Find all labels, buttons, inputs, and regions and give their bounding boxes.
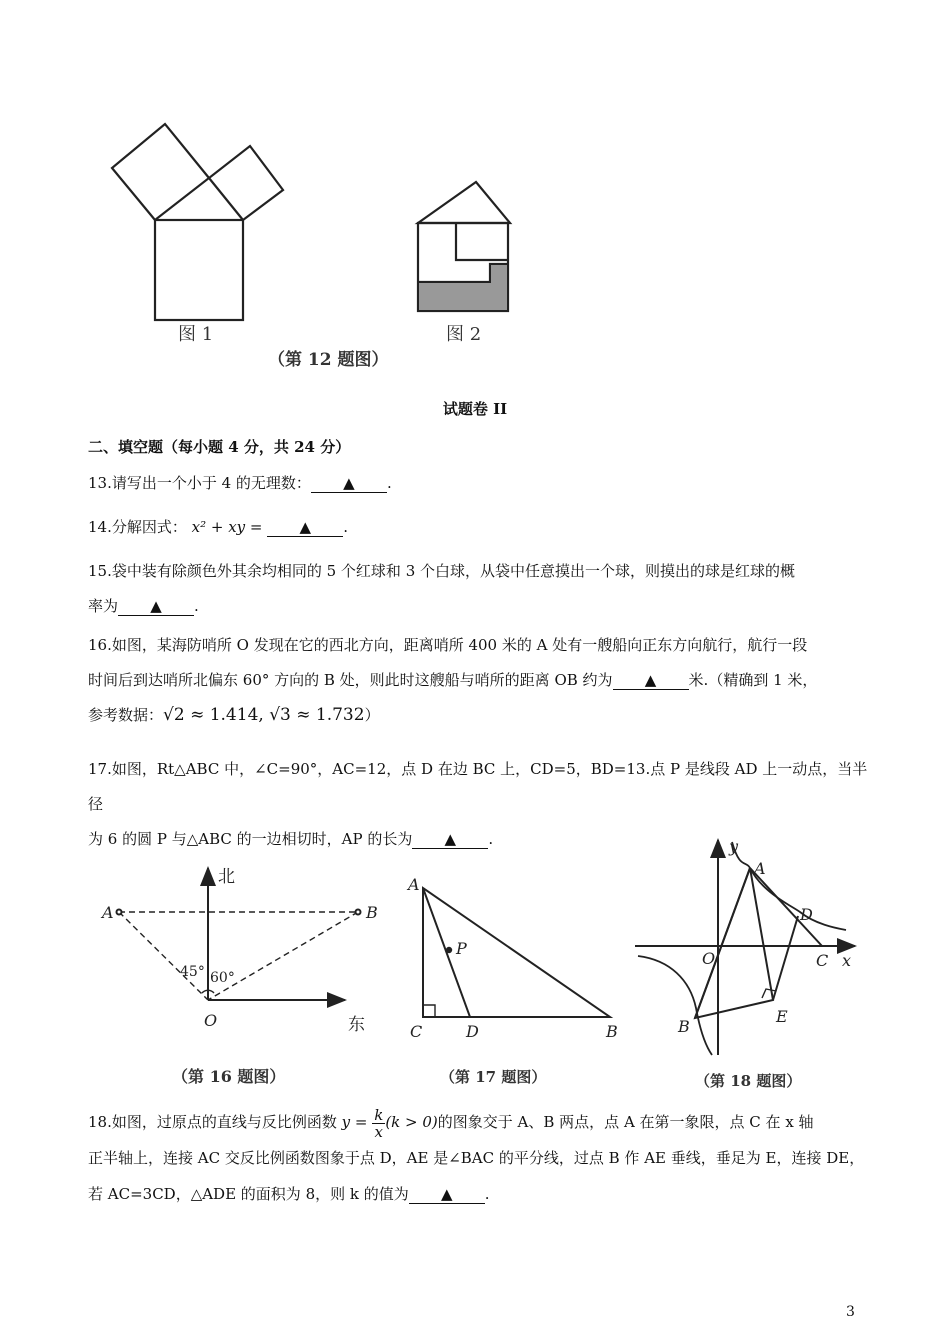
angle-45: 45° [180,964,205,980]
fig17-label-D: D [466,1022,479,1041]
q16-reference-math: √2 ≈ 1.414, √3 ≈ 1.732 [163,705,365,725]
answer-blank[interactable]: ▲ [613,671,689,690]
fig18-label-B: B [678,1017,690,1036]
answer-blank[interactable]: ▲ [267,518,343,537]
fig16-label-A: A [102,903,114,922]
fig18-label-y: y [729,837,739,856]
q18-func-denominator: x [374,1122,384,1141]
q15-line2: 率为 [88,597,119,615]
fig18-drawing [635,840,855,1055]
answer-blank[interactable]: ▲ [118,597,194,616]
q18-func-numerator: k [374,1105,384,1124]
section-title: 试题卷 II [442,400,508,418]
figures-16-17-18 [100,830,860,1100]
q18-line3a: 若 AC=3CD，△ADE 的面积为 8，则 k 的值为 [88,1185,409,1203]
q14-end: . [343,518,349,536]
section-heading: 二、填空题（每小题 4 分，共 24 分） [88,438,351,456]
q16-line3b: ） [364,706,380,724]
page-number: 3 [846,1304,855,1320]
q18-line2: 正半轴上，连接 AC 交反比例函数图象于点 D，AE 是∠BAC 的平分线，过点 B 作 AE 垂线，垂足为 E，连接 DE， [88,1149,865,1167]
q17-line2a: 为 6 的圆 P 与△ABC 的一边相切时，AP 的长为 [88,830,413,848]
fig16-label-O: O [204,1011,218,1030]
fig16-label-B: B [366,903,378,922]
answer-blank[interactable]: ▲ [311,474,387,493]
figure-12 [100,110,560,370]
q13-end: . [386,474,392,492]
fig2-caption: 图 2 [446,324,482,345]
fig18-label-x: x [842,951,852,970]
fig18-label-O: O [702,949,716,968]
q15-line1: 15.袋中装有除颜色外其余均相同的 5 个红球和 3 个白球，从袋中任意摸出一个球，则摸出的球是红球的概 [88,562,796,580]
answer-blank[interactable]: ▲ [412,830,488,849]
fig18-label-A: A [754,859,766,878]
q14-math: x² + xy = [191,518,263,536]
q16-line1: 16.如图，某海防哨所 O 发现在它的西北方向，距离哨所 400 米的 A 处有一艘船向正东方向航行，航行一段 [88,636,808,654]
fig17-label-P: P [456,939,467,958]
fig18-caption: （第 18 题图） [695,1072,802,1090]
fig16-caption: （第 16 题图） [172,1067,286,1086]
question-15 [88,554,868,624]
fig18-label-D: D [800,905,813,924]
question-16 [88,628,868,733]
fig12-caption: （第 12 题图） [268,350,389,370]
q15-end: . [194,597,199,615]
q18-fraction [372,1107,385,1140]
label-east: 东 [348,1015,365,1035]
question-18 [88,1104,868,1212]
shaded-region [419,283,507,310]
fig17-label-B: B [606,1022,618,1041]
q16-line2a: 时间后到达哨所北偏东 60° 方向的 B 处，则此时这艘船与哨所的距离 OB 约为 [88,671,613,689]
q14-text: 14.分解因式： [88,518,187,536]
label-north: 北 [218,867,235,887]
q18-func-lhs: y = [341,1113,368,1131]
answer-blank[interactable]: ▲ [409,1185,485,1204]
fig17-drawing [423,888,610,1017]
fig18-label-E: E [776,1007,788,1026]
question-13 [88,466,868,501]
q13-text: 13.请写出一个小于 4 的无理数： [88,474,311,492]
fig17-caption: （第 17 题图） [440,1068,547,1086]
fig18-label-C: C [816,951,829,970]
q16-line2b: 米.（精确到 1 米， [688,671,818,689]
fig17-label-A: A [408,875,420,894]
fig1-caption: 图 1 [178,324,214,345]
fig17-label-C: C [410,1022,423,1041]
q17-end: . [488,830,494,848]
q18-func-cond: (k > 0) [385,1113,438,1131]
q16-line3a: 参考数据： [88,706,164,724]
q18-end: . [484,1185,490,1203]
q18-line1b: 的图象交于 A、B 两点，点 A 在第一象限，点 C 在 x 轴 [437,1113,814,1131]
question-14 [88,510,868,545]
q17-line1: 17.如图，Rt△ABC 中，∠C=90°，AC=12，点 D 在边 BC 上，CD=5，BD=13.点 P 是线段 AD 上一动点，当半径 [88,760,868,813]
fig16-drawing [117,868,361,1000]
q18-line1a: 18.如图，过原点的直线与反比例函数 [88,1113,337,1131]
angle-60: 60° [210,970,235,986]
